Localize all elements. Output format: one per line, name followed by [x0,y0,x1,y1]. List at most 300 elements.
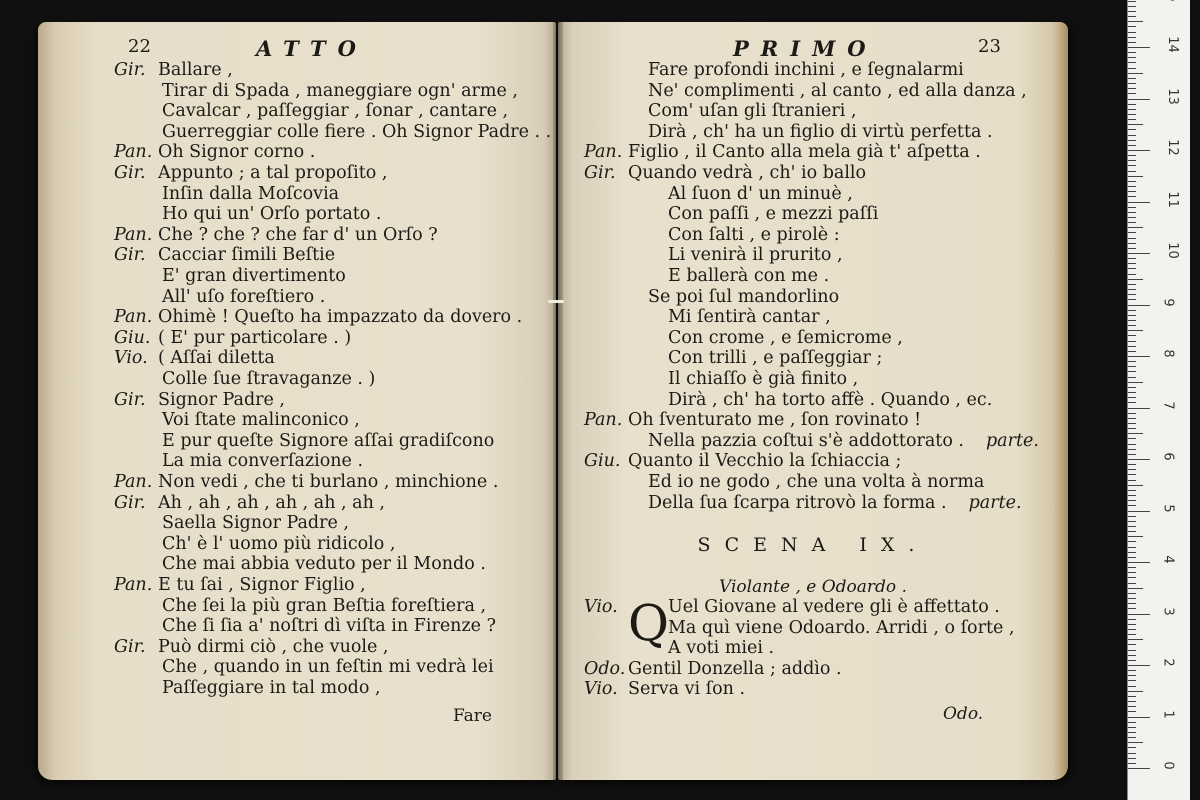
verse-text: Della ſua ſcarpa ritrovò la forma . [648,492,947,513]
speaker-label: Gir. [114,245,146,266]
speaker-label: Gir. [114,60,146,80]
ruler-tick [1128,526,1136,527]
speaker-label: Pan. [114,575,153,595]
verse-text: Con trilli , e paſſeggiar ; [668,348,883,369]
ruler-tick [1128,495,1136,496]
ruler-tick [1128,706,1136,707]
verse-text: Che , quando in un feſtin mi vedrà lei [162,657,494,678]
verse-line [584,679,745,699]
ruler-tick [1128,485,1143,486]
verse-line [584,472,984,492]
ruler-tick [1128,320,1136,321]
ruler-tick [1128,753,1136,754]
ruler-tick [1128,371,1136,372]
ruler-tick [1128,552,1136,553]
verse-line [584,60,964,80]
ruler-tick [1128,768,1150,769]
verse-line [114,328,351,348]
verse-text: Oh ſventurato me , ſon rovinato ! [628,410,922,431]
verse-text: Ohimè ! Queſto ha impazzato da dovero . [158,307,523,328]
ruler-tick [1128,186,1136,187]
ruler-tick [1128,140,1136,141]
ruler-tick [1128,207,1136,208]
ruler-tick [1128,444,1136,445]
ruler-tick [1128,263,1136,264]
ruler-tick [1128,305,1150,306]
ruler-tick [1128,346,1136,347]
verse-text: Nella pazzia coſtui s'è addottorato . [648,430,964,451]
ruler-tick [1128,289,1136,290]
verse-text: Ne' complimenti , al canto , ed alla danza , [648,80,1027,101]
ruler-label [1165,0,1180,1]
ruler-tick [1128,660,1136,661]
ruler-tick [1128,428,1136,429]
verse-line [584,122,993,142]
ruler-tick [1128,639,1143,640]
ruler-tick [1128,722,1136,723]
verse-text: Al ſuon d' un minuè , [668,183,853,204]
ruler-tick [1128,593,1136,594]
verse-line [114,596,486,616]
ruler-tick [1128,114,1136,115]
verse-line [584,597,1000,617]
verse-text: Che ſi ſia a' noſtri dì viſta in Firenze ? [162,616,496,637]
verse-text: Con crome , e ſemicrome , [668,327,903,348]
verse-text: Il chiaſſo è già finito , [668,369,859,389]
ruler-tick [1128,474,1136,475]
ruler-tick [1128,181,1136,182]
verse-text: E pur queſte Signore aſſai gradiſcono [162,430,495,451]
verse-text: Ho qui un' Orſo portato . [162,204,382,225]
catchword: Odo. [943,704,984,724]
ruler-tick [1128,397,1136,398]
ruler-tick [1128,675,1136,676]
verse-text: Oh Signor corno . [158,142,316,163]
verse-text: Figlio , il Canto alla mela già t' aſpetta . [628,142,981,163]
verse-line [584,204,878,224]
verse-line [114,245,335,265]
ruler-tick [1128,335,1136,336]
stage-direction: parte. [968,492,1022,513]
ruler-tick [1128,758,1136,759]
ruler-tick [1128,274,1136,275]
ruler-tick [1128,212,1136,213]
ruler-tick [1128,6,1136,7]
verse-text: Tirar di Spada , maneggiare ogn' arme , [162,80,518,101]
scene-heading: SCENA IX. [697,534,929,556]
verse-line [584,410,921,430]
speaker-label: Vio. [114,348,148,369]
ruler-tick [1128,135,1136,136]
ruler-tick [1128,727,1136,728]
ruler-tick [1128,68,1136,69]
ruler-label: 13 [1164,87,1180,105]
ruler-label: 7 [1160,400,1176,410]
ruler-tick [1128,717,1150,718]
ruler-tick [1128,37,1136,38]
ruler-label: 11 [1164,190,1180,208]
ruler-tick [1128,351,1136,352]
ruler-tick [1128,47,1150,48]
verse-line [114,204,381,224]
ruler-tick [1128,598,1136,599]
ruler-tick [1128,150,1150,151]
right-page [558,22,1068,780]
verse-line [114,122,551,142]
ruler-tick [1128,536,1143,537]
verse-line [114,431,494,451]
ruler-tick [1128,737,1136,738]
ruler-tick [1128,516,1136,517]
ruler-tick [1128,438,1136,439]
ruler-tick [1128,469,1136,470]
ruler-tick [1128,500,1136,501]
ruler-tick [1128,567,1136,568]
speaker-label: Pan. [584,410,623,431]
ruler-tick [1128,603,1136,604]
speaker-label: Vio. [584,679,618,700]
ruler-tick [1128,557,1136,558]
stage-direction: parte. [985,430,1039,451]
ruler-tick [1128,325,1136,326]
page-number: 22 [128,36,151,57]
ruler-tick [1128,145,1136,146]
ruler-tick [1128,93,1136,94]
ruler-tick [1128,124,1143,125]
verse-line [114,225,438,245]
ruler-tick [1128,547,1136,548]
ruler-tick [1128,634,1136,635]
verse-line [584,659,842,679]
verse-line [114,287,325,307]
verse-text: E' gran divertimento [162,266,346,286]
ruler-tick [1128,160,1136,161]
book-gutter [553,22,563,780]
ruler-tick [1128,232,1136,233]
ruler-tick [1128,284,1136,285]
ruler-tick [1128,57,1136,58]
ruler-tick [1128,62,1136,63]
verse-text: Com' uſan gli ſtranieri , [648,101,857,122]
verse-line [114,142,315,162]
verse-line [584,266,829,286]
speaker-label: Giu. [584,451,621,472]
ruler-tick [1128,52,1136,53]
open-book [38,22,1068,780]
binding-thread [548,300,564,303]
verse-line [114,616,496,636]
ruler-tick [1128,572,1136,573]
ruler-tick [1128,1,1136,2]
ruler-tick [1128,88,1136,89]
verse-line [114,60,233,80]
ruler-label: 6 [1160,452,1176,461]
ruler-tick [1128,742,1143,743]
ruler-label: 4 [1160,555,1176,564]
verse-line [584,328,903,348]
ruler-label: 3 [1160,606,1176,616]
verse-text: Cavalcar , paſſeggiar , ſonar , cantare , [162,101,509,122]
ruler-tick [1128,747,1136,748]
ruler-tick [1128,258,1136,259]
verse-text: Signor Padre , [158,389,285,410]
verse-line [584,184,853,204]
ruler-tick [1128,387,1136,388]
ruler-tick [1128,191,1136,192]
ruler-tick [1128,454,1136,455]
ruler-label: 12 [1164,139,1180,156]
ruler-tick [1128,629,1136,630]
verse-text: Non vedi , che ti burlano , minchione . [158,472,499,492]
verse-text: Con paſſi , e mezzi paſſi [668,204,879,225]
ruler-tick [1128,614,1150,615]
measurement-ruler [1127,0,1190,800]
verse-line [114,81,518,101]
ruler-tick [1128,511,1150,512]
verse-line [114,266,346,286]
verse-line [584,287,839,307]
ruler-label: 14 [1164,36,1180,53]
verse-line [584,245,843,265]
ruler-tick [1128,732,1136,733]
verse-text: ( Aſſai diletta [158,348,275,369]
ruler-tick [1128,217,1136,218]
verse-text: Dirà , ch' ha torto affè . Quando , ec. [668,389,993,410]
ruler-tick [1128,299,1136,300]
left-page [38,22,556,780]
verse-line [584,493,1022,513]
ruler-tick [1128,408,1150,409]
speaker-label: Pan. [584,142,623,163]
verse-text: Ma quì viene Odoardo. Arridi , o ſorte , [668,617,1015,638]
verse-line [584,638,774,658]
verse-text: La mia converſazione . [162,451,364,472]
ruler-tick [1128,227,1143,228]
verse-line [114,493,385,513]
verse-line [114,554,486,574]
verse-line [114,472,498,492]
verse-text: Se poi ſul mandorlino [648,286,840,307]
ruler-tick [1128,26,1136,27]
verse-text: Saella Signor Padre , [162,513,349,534]
verse-line [114,101,508,121]
ruler-tick [1128,619,1136,620]
ruler-tick [1128,253,1150,254]
verse-line [114,307,522,327]
verse-text: A voti miei . [668,638,775,659]
verse-line [584,451,901,471]
verse-line [114,678,381,698]
verse-line [584,390,992,410]
page-number: 23 [978,36,1001,57]
ruler-tick [1128,644,1136,645]
ruler-tick [1128,588,1143,589]
ruler-tick [1128,490,1136,491]
ruler-tick [1128,583,1136,584]
verse-text: Con ſalti , e pirolè : [668,224,840,245]
verse-text: Dirà , ch' ha un figlio di virtù perfetta . [648,121,993,142]
ruler-tick [1128,310,1136,311]
ruler-tick [1128,562,1150,563]
verse-line [584,81,1027,101]
speaker-label: Gir. [114,492,146,513]
verse-line [114,534,395,554]
ruler-tick [1128,238,1136,239]
ruler-tick [1128,413,1136,414]
ruler-tick [1128,433,1143,434]
ruler-tick [1128,382,1143,383]
ruler-tick [1128,665,1150,666]
ruler-tick [1128,104,1136,105]
ruler-tick [1128,480,1136,481]
ruler-tick [1128,243,1136,244]
ruler-tick [1128,686,1136,687]
ruler-tick [1128,366,1136,367]
speaker-label: Giu. [114,327,151,348]
speaker-label: Gir. [584,163,616,183]
verse-text: Mi ſentirà cantar , [668,307,831,328]
verse-text: Ah , ah , ah , ah , ah , ah , [158,492,385,513]
verse-line [584,369,858,389]
verse-line [584,348,882,368]
verse-text: ( E' pur particolare . ) [158,327,352,348]
ruler-tick [1128,119,1136,120]
verse-text: Può dirmi ciò , che vuole , [158,636,389,657]
ruler-tick [1128,73,1143,74]
verse-text: Colle ſue ſtravaganze . ) [162,369,376,389]
ruler-tick [1128,268,1136,269]
ruler-tick [1128,670,1136,671]
verse-text: Li venirà il prurito , [668,245,843,266]
ruler-tick [1128,577,1136,578]
verse-line [114,184,339,204]
verse-text: Quanto il Vecchio la ſchiaccia ; [628,451,902,472]
verse-text: Guerreggiar colle fiere . Oh Signor Padre . . [162,121,552,142]
verse-text: Che mai abbia veduto per il Mondo . [162,554,486,575]
ruler-tick [1128,377,1136,378]
ruler-tick [1128,392,1136,393]
speaker-label: Vio. [584,597,618,617]
verse-line [114,348,275,368]
verse-text: Fare profondi inchini , e ſegnalarmi [648,60,964,80]
ruler-tick [1128,763,1136,764]
ruler-label: 10 [1164,242,1180,259]
ruler-tick [1128,155,1136,156]
ruler-tick [1128,78,1136,79]
ruler-tick [1128,330,1143,331]
speaker-label: Pan. [114,472,153,492]
ruler-tick [1128,16,1136,17]
verse-text: Appunto ; a tal propoſito , [158,163,388,183]
ruler-tick [1128,202,1150,203]
ruler-tick [1128,294,1136,295]
ruler-tick [1128,42,1136,43]
ruler-label: 1 [1160,709,1176,719]
drop-cap: Q [628,594,669,652]
verse-line [584,225,840,245]
verse-line [584,101,857,121]
ruler-tick [1128,449,1136,450]
verse-line [114,637,388,657]
verse-text: E ballerà con me . [668,266,830,286]
ruler-label: 5 [1160,503,1176,513]
ruler-tick [1128,696,1136,697]
ruler-tick [1128,361,1136,362]
scene-persons: Violante , e Odoardo . [719,577,907,597]
verse-line [114,575,366,595]
ruler-label: 2 [1160,658,1176,667]
ruler-tick [1128,248,1136,249]
verse-line [584,142,981,162]
ruler-tick [1128,505,1136,506]
ruler-tick [1128,701,1136,702]
verse-text: Inſin dalla Moſcovia [162,183,340,204]
ruler-tick [1128,541,1136,542]
speaker-label: Pan. [114,224,153,245]
verse-line [584,163,866,183]
ruler-tick [1128,531,1136,532]
ruler-label: 9 [1160,297,1176,307]
verse-line [114,390,285,410]
ruler-tick [1128,196,1136,197]
ruler-tick [1128,11,1136,12]
ruler-tick [1128,171,1136,172]
ruler-tick [1128,341,1136,342]
verse-text: Uel Giovane al vedere gli è affettato . [668,597,1000,617]
verse-line [114,163,387,183]
ruler-tick [1128,222,1136,223]
verse-text: Gentil Donzella ; addìo . [628,658,842,679]
ruler-tick [1128,459,1150,460]
ruler-tick [1128,608,1136,609]
speaker-label: Gir. [114,636,146,657]
ruler-tick [1128,650,1136,651]
ruler-tick [1128,99,1150,100]
ruler-tick [1128,711,1136,712]
ruler-tick [1128,624,1136,625]
ruler-label: 0 [1160,761,1176,770]
verse-line [584,307,831,327]
verse-text: Ed io ne godo , che una volta à norma [648,472,985,492]
ruler-tick [1128,418,1136,419]
verse-text: Serva vi ſon . [628,679,746,700]
ruler-tick [1128,423,1136,424]
verse-text: Ch' è l' uomo più ridicolo , [162,533,396,554]
verse-line [114,513,349,533]
verse-text: E tu ſai , Signor Figlio , [158,575,366,595]
verse-text: Cacciar ſimili Beſtie [158,245,336,266]
verse-text: Quando vedrà , ch' io ballo [628,163,867,183]
ruler-tick [1128,83,1136,84]
speaker-label: Pan. [114,307,153,328]
verse-text: All' uſo foreſtiero . [162,286,326,307]
ruler-tick [1128,356,1150,357]
ruler-tick [1128,315,1136,316]
ruler-tick [1128,176,1143,177]
verse-line [584,618,1014,638]
verse-text: Che ? che ? che far d' un Orſo ? [158,224,438,245]
verse-line [114,410,360,430]
verse-text: Voi ſtate malinconico , [162,410,360,431]
ruler-tick [1128,129,1136,130]
ruler-tick [1128,521,1136,522]
verse-line [584,431,1039,451]
verse-line [114,369,375,389]
ruler-tick [1128,109,1136,110]
speaker-label: Pan. [114,142,153,163]
speaker-label: Gir. [114,389,146,410]
verse-text: Ballare , [158,60,233,80]
